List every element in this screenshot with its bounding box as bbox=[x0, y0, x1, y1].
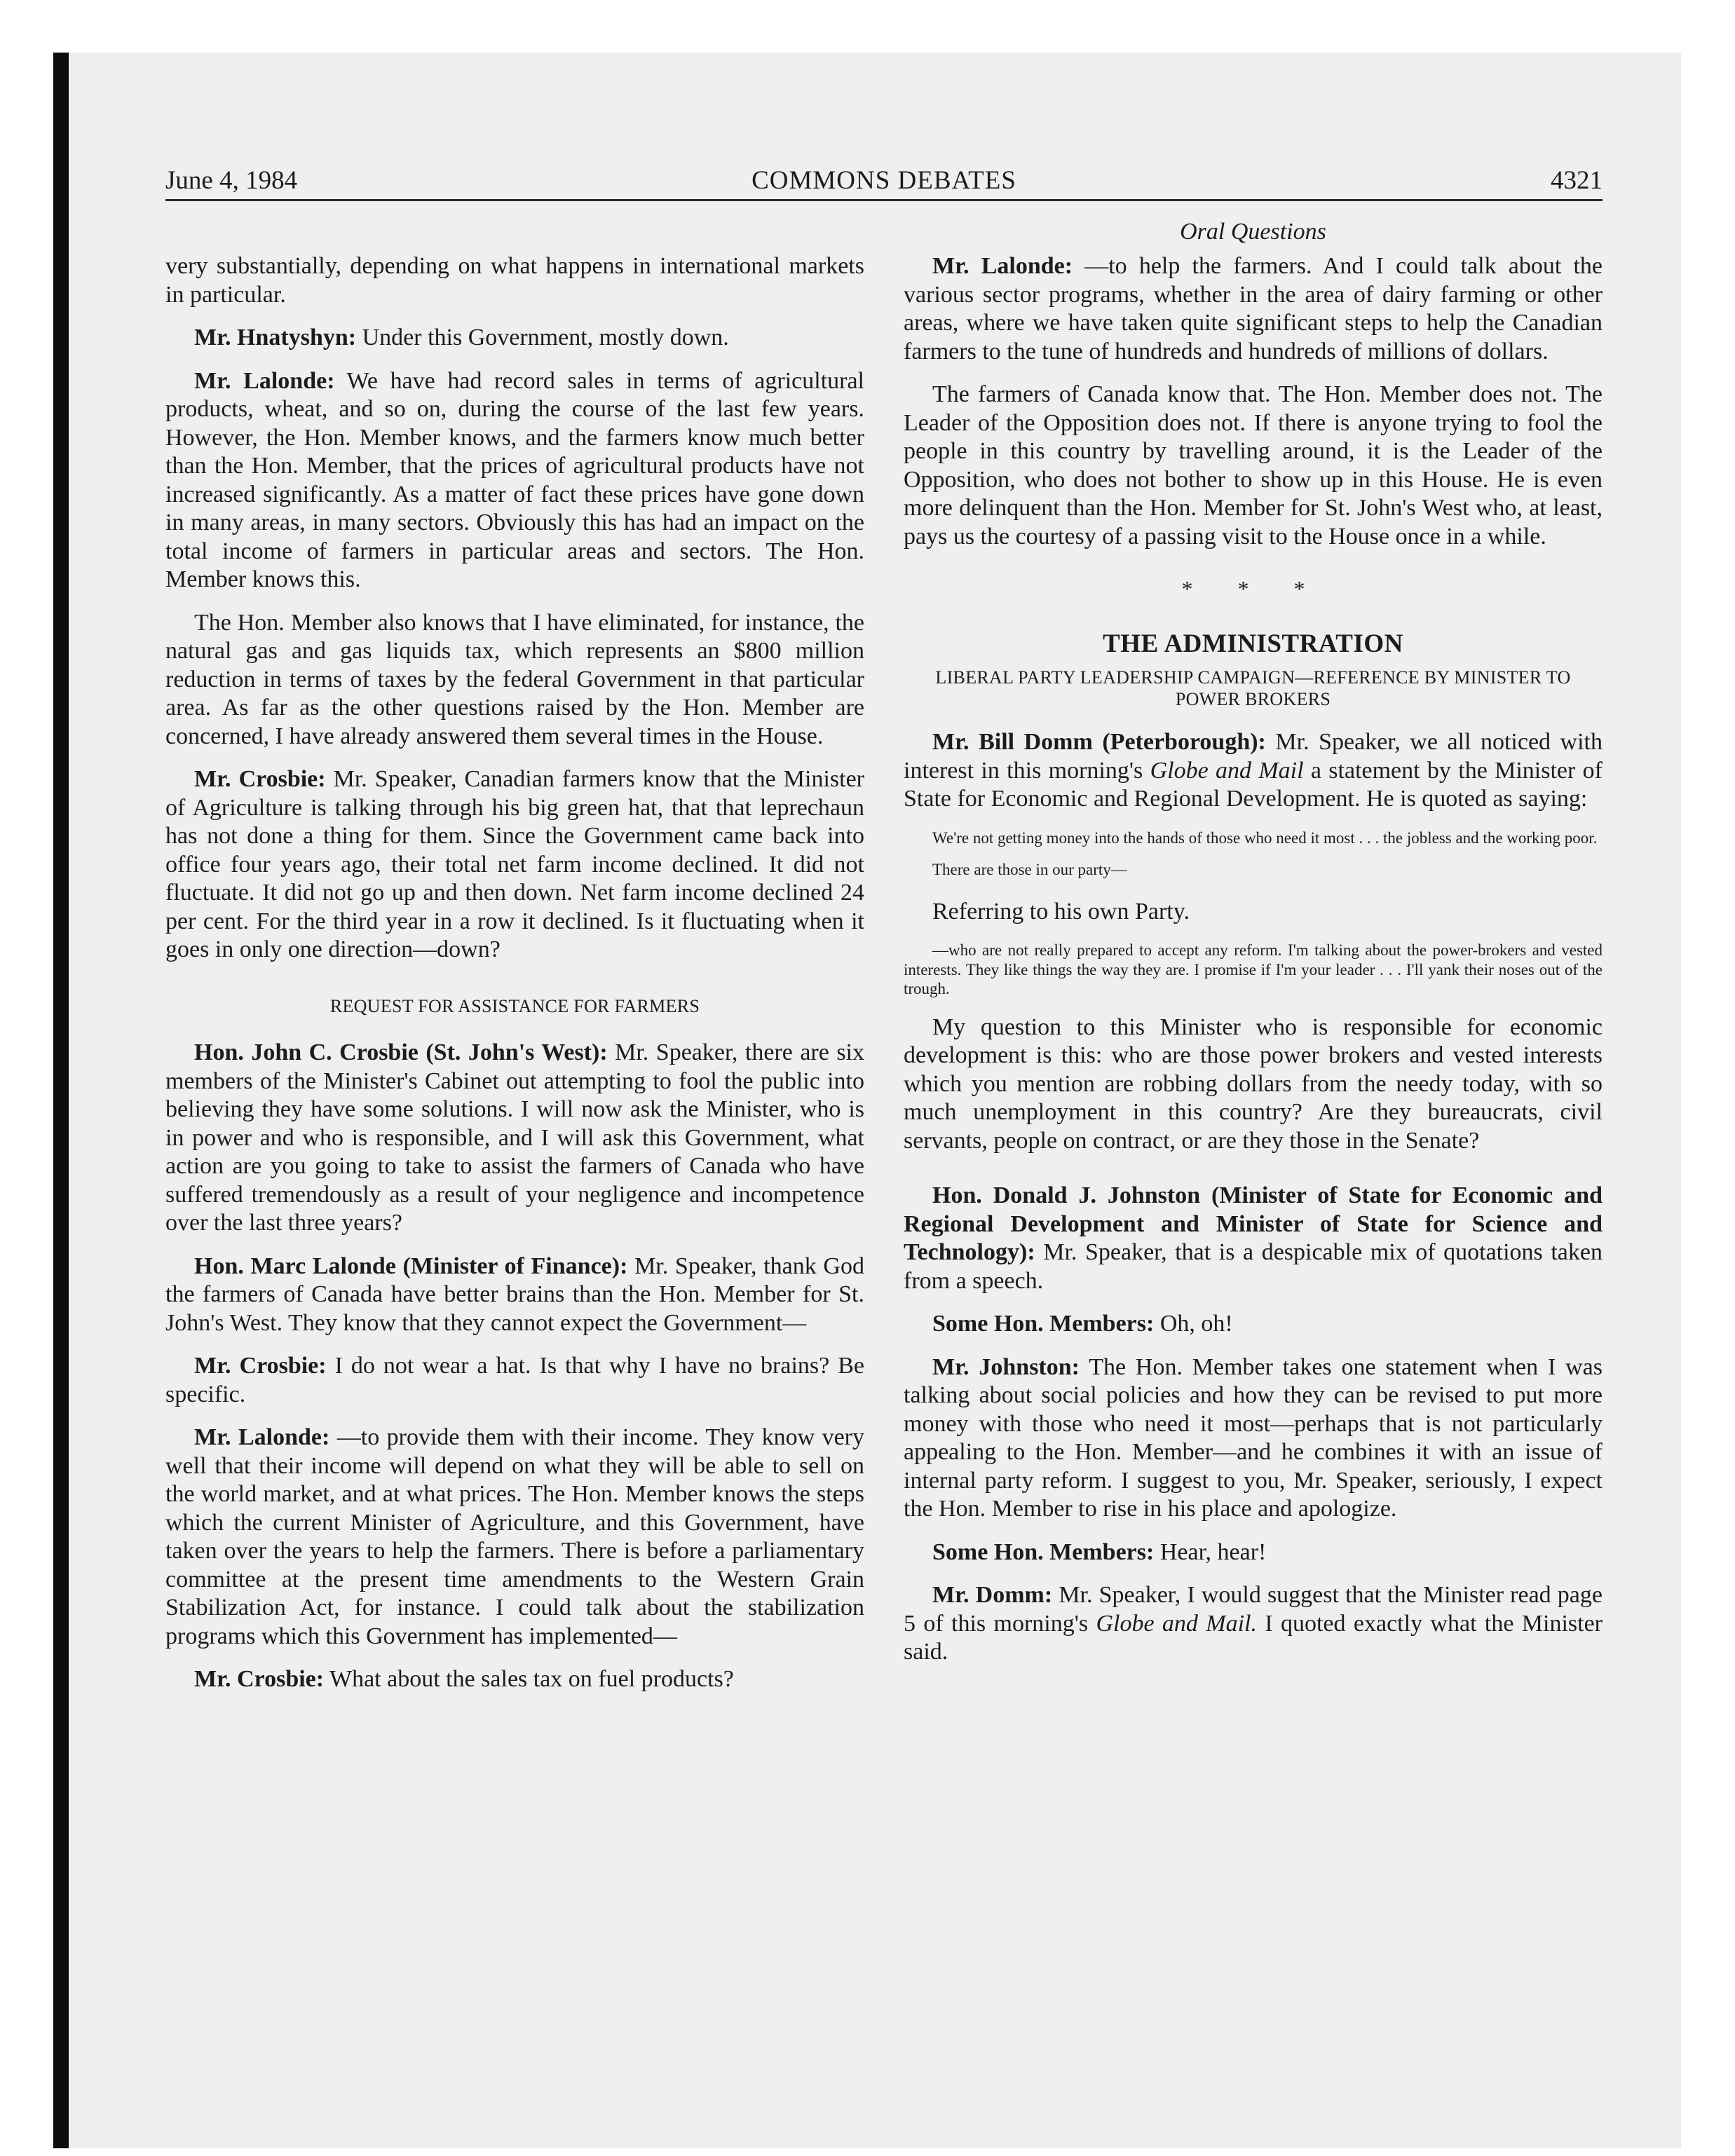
speaker: Hon. Donald J. Johnston (Minister of State for Economic and Regional Development and Minister of State for Science and Technology): bbox=[904, 1182, 1603, 1265]
newspaper-title: Globe and Mail bbox=[1150, 757, 1304, 784]
speech-text: Hear, hear! bbox=[1154, 1538, 1267, 1565]
speech-text: Mr. Speaker, Canadian farmers know that the Minister of Agriculture is talking through his big green hat, that that leprechaun has not done a thing for them. Since the Government came back into office four years ago, their total net farm income declined. It did not fluctuate. It did not go up and then down. Net farm income declined 24 per cent. For the third year in a row it declined. Is it fluctuating when it goes in only one direction—down? bbox=[165, 766, 864, 962]
speech-text: I quoted exactly what the Minister said. bbox=[904, 1610, 1603, 1665]
subheading: REQUEST FOR ASSISTANCE FOR FARMERS bbox=[329, 995, 700, 1016]
speech-text: Mr. Speaker, we all noticed with interest in this morning's bbox=[904, 729, 1603, 784]
speech-text: Mr. Speaker, thank God the farmers of Canada have better brains than the Hon. Member for St. John's West. They know that they cannot expect the Government— bbox=[165, 1253, 864, 1336]
block-quote: We're not getting money into the hands of those who need it most . . . the jobless and the working poor. bbox=[932, 828, 1598, 847]
speaker: Hon. Marc Lalonde (Minister of Finance): bbox=[194, 1253, 628, 1279]
header-date: June 4, 1984 bbox=[165, 166, 298, 195]
newspaper-title: Globe and Mail. bbox=[1096, 1610, 1257, 1637]
left-column bbox=[165, 252, 864, 1709]
paragraph: The farmers of Canada know that. The Hon. Member does not. The Leader of the Opposition does not. If there is anyone trying to fool the people in this country by travelling around, it is the Leader of the Opposition, who does not bother to show up in this House. He is even more delinquent than the Hon. Member for St. John's West who, at least, pays us the courtesy of a passing visit to the House once in a while. bbox=[904, 381, 1603, 550]
speaker: Mr. Bill Domm (Peterborough): bbox=[932, 729, 1266, 755]
header-rule bbox=[165, 199, 1603, 201]
binding-edge bbox=[53, 53, 69, 2148]
speech-text: I do not wear a hat. Is that why I have no brains? Be specific. bbox=[165, 1353, 865, 1407]
speech-text: The Hon. Member takes one statement when I was talking about social policies and how they can be revised to put more money with those who need it most—perhaps that is not particularly appealing to the Hon. Member—and he combines it with an issue of internal party reform. I suggest to you, Mr. Speaker, seriously, I expect the Hon. Member to rise in his place and apologize. bbox=[904, 1353, 1603, 1522]
speech-text: Mr. Speaker, I would suggest that the Minister read page 5 of this morning's bbox=[904, 1582, 1603, 1637]
speech-text: a statement by the Minister of State for Economic and Regional Development. He is quoted as saying: bbox=[904, 757, 1603, 812]
header-page-number: 4321 bbox=[1551, 166, 1603, 195]
section-separator: * * * bbox=[1181, 576, 1325, 601]
speech bbox=[165, 1039, 864, 1238]
speech bbox=[904, 1310, 1603, 1339]
paragraph: Referring to his own Party. bbox=[932, 898, 1190, 925]
speech bbox=[904, 1182, 1603, 1295]
speech bbox=[904, 1538, 1603, 1567]
speech bbox=[165, 1665, 864, 1694]
speaker: Mr. Johnston: bbox=[932, 1353, 1080, 1380]
speech bbox=[165, 1253, 864, 1338]
block-quote: There are those in our party— bbox=[932, 861, 1127, 878]
right-column bbox=[904, 252, 1603, 1681]
speaker: Mr. Crosbie: bbox=[194, 766, 326, 792]
speech bbox=[165, 324, 864, 353]
speaker: Mr. Crosbie: bbox=[194, 1353, 327, 1379]
speech bbox=[165, 1424, 864, 1651]
speech-text: Mr. Speaker, there are six members of the Minister's Cabinet out attempting to fool the public into believing they have some solutions. I will now ask the Minister, who is in power and who is responsible, and I will ask this Government, what action are you going to take to assist the farmers of Canada who have suffered tremendously as a result of your negligence and incompetence over the last three years? bbox=[165, 1039, 864, 1236]
paragraph: very substantially, depending on what happens in international markets in particular. bbox=[165, 253, 864, 308]
paragraph: My question to this Minister who is responsible for economic development is this: who are those power brokers and vested interests which you mention are robbing dollars from the needy today, with so much unemployment in this country? Are they bureaucrats, civil servants, people on contract, or are they those in the Senate? bbox=[904, 1014, 1603, 1154]
speaker: Mr. Hnatyshyn: bbox=[194, 325, 357, 350]
paragraph: The Hon. Member also knows that I have eliminated, for instance, the natural gas and gas liquids tax, which represents an $800 million reduction in terms of taxes by the federal Government in that particular area. As far as the other questions raised by the Hon. Member are concerned, I have already answered them several times in the House. bbox=[165, 609, 864, 749]
speaker: Mr. Lalonde: bbox=[194, 1424, 330, 1450]
speech bbox=[165, 367, 864, 594]
speech-text: We have had record sales in terms of agricultural products, wheat, and so on, during the course of the last few years. However, the Hon. Member knows, and the farmers know much better than the Hon. Member, that the prices of agricultural products have not increased significantly. As a matter of fact these prices have gone down in many areas, in many sectors. Obviously this has had an impact on the total income of farmers in particular areas and sectors. The Hon. Member knows this. bbox=[165, 367, 865, 592]
speech bbox=[165, 1352, 864, 1409]
speech-text: Under this Government, mostly down. bbox=[356, 325, 729, 350]
speech-text: Mr. Speaker, that is a despicable mix of quotations taken from a speech. bbox=[904, 1239, 1603, 1294]
speech-text: —to help the farmers. And I could talk about the various sector programs, whether in the area of dairy farming or other areas, where we have taken quite significant steps to help the Canadian farmers to the tune of hundreds and hundreds of millions of dollars. bbox=[904, 253, 1603, 364]
speaker: Some Hon. Members: bbox=[932, 1538, 1155, 1565]
speech-text: —to provide them with their income. They know very well that their income will depend on what they will be able to sell on the world market, and at what prices. The Hon. Member knows the steps which the current Minister of Agriculture, and this Government, have taken over the years to help the farmers. There is before a parliamentary committee at the present time amendments to the Western Grain Stabilization Act, for instance. I could talk about the stabilization programs which this Government has implemented— bbox=[165, 1424, 864, 1649]
speech bbox=[165, 765, 864, 964]
page-header bbox=[165, 165, 1603, 199]
speaker: Some Hon. Members: bbox=[932, 1311, 1155, 1337]
speech-text: What about the sales tax on fuel products? bbox=[324, 1666, 734, 1692]
section-heading: THE ADMINISTRATION bbox=[1103, 629, 1403, 658]
header-publication: COMMONS DEBATES bbox=[751, 166, 1016, 195]
speaker: Hon. John C. Crosbie (St. John's West): bbox=[194, 1039, 608, 1065]
subheading: LIBERAL PARTY LEADERSHIP CAMPAIGN—REFERENCE BY MINISTER TO POWER BROKERS bbox=[935, 667, 1571, 709]
speech-text: Oh, oh! bbox=[1154, 1311, 1233, 1337]
speaker: Mr. Domm: bbox=[932, 1582, 1053, 1608]
speech bbox=[904, 728, 1603, 814]
speaker: Mr. Crosbie: bbox=[194, 1666, 325, 1692]
section-label: Oral Questions bbox=[1180, 219, 1326, 245]
speech bbox=[904, 252, 1603, 366]
speaker: Mr. Lalonde: bbox=[932, 253, 1073, 279]
speech bbox=[904, 1353, 1603, 1524]
speech bbox=[904, 1581, 1603, 1667]
block-quote: —who are not really prepared to accept any reform. I'm talking about the power-brokers and vested interests. They like things the way they are. I promise if I'm your leader . . . I'll yank their noses out of the trough. bbox=[904, 941, 1603, 997]
speaker: Mr. Lalonde: bbox=[194, 367, 335, 394]
